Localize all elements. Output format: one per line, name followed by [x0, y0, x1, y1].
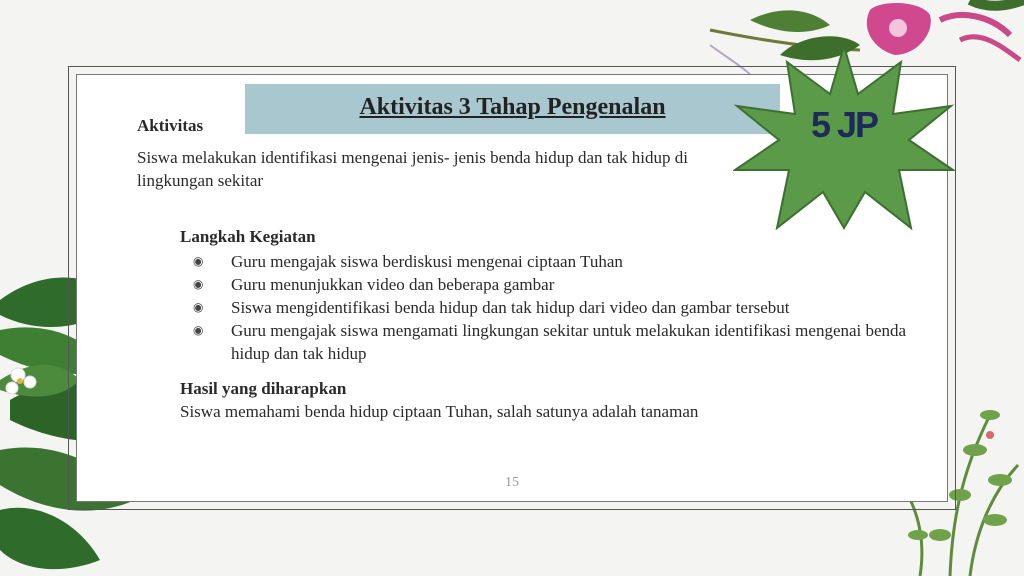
step-text: Guru menunjukkan video dan beberapa gambar — [231, 275, 555, 294]
result-text: Siswa memahami benda hidup ciptaan Tuhan, salah satunya adalah tanaman — [180, 402, 699, 421]
radio-bullet-icon: ◉ — [193, 300, 204, 314]
page-number: 15 — [505, 475, 519, 490]
list-item — [190, 273, 910, 296]
radio-bullet-icon: ◉ — [193, 277, 204, 291]
badge-label: 5 JP — [810, 104, 878, 145]
list-item — [190, 296, 910, 319]
steps-list — [190, 250, 910, 365]
step-text: Siswa mengidentifikasi benda hidup dan tak hidup dari video dan gambar tersebut — [231, 298, 790, 317]
activity-description: Siswa melakukan identifikasi mengenai jenis- jenis benda hidup dan tak hidup di lingkungan sekitar — [137, 148, 688, 190]
step-text: Guru mengajak siswa berdiskusi mengenai ciptaan Tuhan — [231, 252, 623, 271]
radio-bullet-icon: ◉ — [193, 323, 204, 337]
list-item — [190, 319, 910, 365]
list-item — [190, 250, 910, 273]
radio-bullet-icon: ◉ — [193, 254, 204, 268]
steps-heading: Langkah Kegiatan — [180, 227, 316, 246]
activity-label: Aktivitas — [137, 116, 204, 135]
slide-title: Aktivitas 3 Tahap Pengenalan — [359, 94, 666, 120]
result-heading: Hasil yang diharapkan — [180, 379, 347, 398]
step-text: Guru mengajak siswa mengamati lingkungan sekitar untuk melakukan identifikasi mengenai benda hidup dan tak hidup — [231, 321, 907, 363]
